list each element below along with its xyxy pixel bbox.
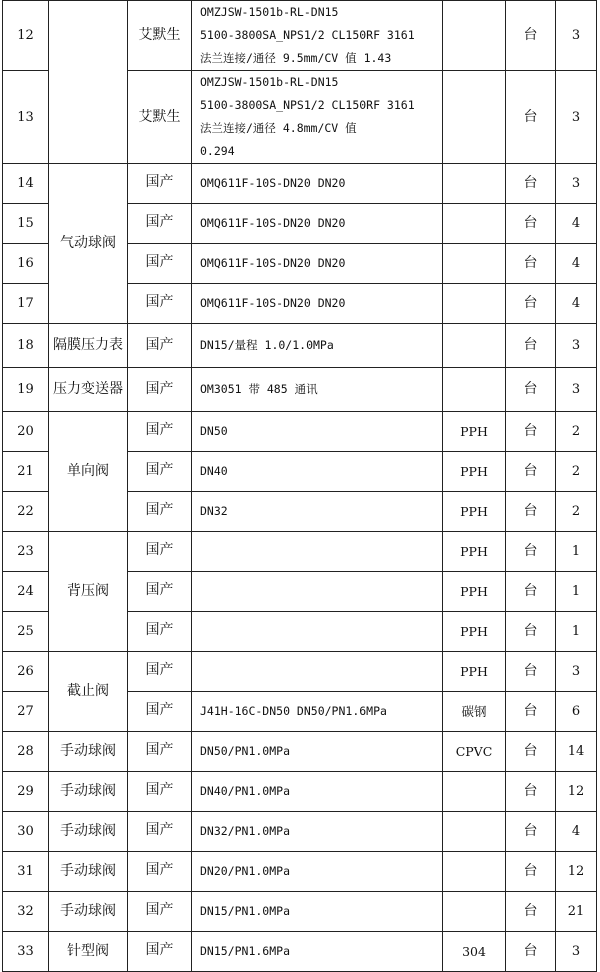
quantity: 14 bbox=[556, 732, 597, 772]
item-name bbox=[49, 1, 128, 164]
unit: 台 bbox=[506, 244, 556, 284]
row-number: 28 bbox=[3, 732, 49, 772]
spec: OM3051 带 485 通讯 bbox=[192, 368, 443, 412]
unit: 台 bbox=[506, 368, 556, 412]
row-number: 25 bbox=[3, 612, 49, 652]
row-number: 14 bbox=[3, 164, 49, 204]
row-number: 17 bbox=[3, 284, 49, 324]
spec bbox=[192, 532, 443, 572]
quantity: 2 bbox=[556, 492, 597, 532]
quantity: 4 bbox=[556, 204, 597, 244]
quantity: 3 bbox=[556, 324, 597, 368]
row-number: 16 bbox=[3, 244, 49, 284]
table-row bbox=[3, 164, 597, 204]
quantity: 3 bbox=[556, 652, 597, 692]
origin: 国产 bbox=[128, 772, 192, 812]
item-name: 手动球阀 bbox=[49, 732, 128, 772]
spec-line: OMZJSW-1501b-RL-DN15 bbox=[200, 5, 339, 19]
unit: 台 bbox=[506, 412, 556, 452]
spec bbox=[192, 572, 443, 612]
spec: DN15/PN1.0MPa bbox=[192, 892, 443, 932]
equipment-table bbox=[2, 0, 597, 972]
row-number: 26 bbox=[3, 652, 49, 692]
row-number: 24 bbox=[3, 572, 49, 612]
unit: 台 bbox=[506, 652, 556, 692]
spec: DN40 bbox=[192, 452, 443, 492]
origin: 国产 bbox=[128, 452, 192, 492]
unit: 台 bbox=[506, 692, 556, 732]
item-name: 手动球阀 bbox=[49, 772, 128, 812]
spec bbox=[192, 71, 443, 164]
item-name: 手动球阀 bbox=[49, 812, 128, 852]
material bbox=[443, 812, 506, 852]
quantity: 4 bbox=[556, 244, 597, 284]
material: CPVC bbox=[443, 732, 506, 772]
table-row bbox=[3, 772, 597, 812]
unit: 台 bbox=[506, 164, 556, 204]
spec: OMQ611F-10S-DN20 DN20 bbox=[192, 244, 443, 284]
spec: OMQ611F-10S-DN20 DN20 bbox=[192, 164, 443, 204]
origin: 艾默生 bbox=[128, 1, 192, 71]
material: 304 bbox=[443, 932, 506, 972]
item-name: 截止阀 bbox=[49, 652, 128, 732]
table-row bbox=[3, 324, 597, 368]
unit: 台 bbox=[506, 532, 556, 572]
material bbox=[443, 164, 506, 204]
spec: DN15/PN1.6MPa bbox=[192, 932, 443, 972]
origin: 艾默生 bbox=[128, 71, 192, 164]
unit: 台 bbox=[506, 572, 556, 612]
unit: 台 bbox=[506, 932, 556, 972]
table-row bbox=[3, 812, 597, 852]
quantity: 3 bbox=[556, 368, 597, 412]
material: 碳钢 bbox=[443, 692, 506, 732]
item-name: 单向阀 bbox=[49, 412, 128, 532]
origin: 国产 bbox=[128, 852, 192, 892]
quantity: 2 bbox=[556, 452, 597, 492]
spec-line: 法兰连接/通径 4.8mm/CV 值 bbox=[200, 121, 357, 135]
material: PPH bbox=[443, 412, 506, 452]
spec: DN40/PN1.0MPa bbox=[192, 772, 443, 812]
item-name: 手动球阀 bbox=[49, 852, 128, 892]
quantity: 4 bbox=[556, 812, 597, 852]
origin: 国产 bbox=[128, 812, 192, 852]
spec: DN50/PN1.0MPa bbox=[192, 732, 443, 772]
row-number: 19 bbox=[3, 368, 49, 412]
material bbox=[443, 284, 506, 324]
material: PPH bbox=[443, 572, 506, 612]
spec: OMQ611F-10S-DN20 DN20 bbox=[192, 284, 443, 324]
quantity: 3 bbox=[556, 71, 597, 164]
item-name: 压力变送器 bbox=[49, 368, 128, 412]
origin: 国产 bbox=[128, 412, 192, 452]
quantity: 1 bbox=[556, 612, 597, 652]
material bbox=[443, 204, 506, 244]
table-row bbox=[3, 852, 597, 892]
material bbox=[443, 852, 506, 892]
spec-line: 5100-3800SA_NPS1/2 CL150RF 3161 bbox=[200, 98, 415, 112]
quantity: 3 bbox=[556, 932, 597, 972]
material bbox=[443, 324, 506, 368]
material: PPH bbox=[443, 652, 506, 692]
spec-line: OMZJSW-1501b-RL-DN15 bbox=[200, 75, 339, 89]
item-name: 隔膜压力表 bbox=[49, 324, 128, 368]
row-number: 15 bbox=[3, 204, 49, 244]
item-name: 针型阀 bbox=[49, 932, 128, 972]
origin: 国产 bbox=[128, 244, 192, 284]
unit: 台 bbox=[506, 892, 556, 932]
row-number: 32 bbox=[3, 892, 49, 932]
table-row bbox=[3, 732, 597, 772]
origin: 国产 bbox=[128, 692, 192, 732]
quantity: 4 bbox=[556, 284, 597, 324]
table-row bbox=[3, 368, 597, 412]
item-name: 气动球阀 bbox=[49, 164, 128, 324]
row-number: 20 bbox=[3, 412, 49, 452]
row-number: 12 bbox=[3, 1, 49, 71]
quantity: 12 bbox=[556, 852, 597, 892]
origin: 国产 bbox=[128, 368, 192, 412]
item-name: 手动球阀 bbox=[49, 892, 128, 932]
material bbox=[443, 71, 506, 164]
unit: 台 bbox=[506, 612, 556, 652]
origin: 国产 bbox=[128, 492, 192, 532]
table-row bbox=[3, 652, 597, 692]
spec-line: 0.294 bbox=[200, 144, 235, 158]
spec bbox=[192, 1, 443, 71]
unit: 台 bbox=[506, 852, 556, 892]
spec-line: 5100-3800SA_NPS1/2 CL150RF 3161 bbox=[200, 28, 415, 42]
quantity: 3 bbox=[556, 164, 597, 204]
origin: 国产 bbox=[128, 652, 192, 692]
quantity: 3 bbox=[556, 1, 597, 71]
row-number: 29 bbox=[3, 772, 49, 812]
row-number: 23 bbox=[3, 532, 49, 572]
material bbox=[443, 244, 506, 284]
spec: J41H-16C-DN50 DN50/PN1.6MPa bbox=[192, 692, 443, 732]
origin: 国产 bbox=[128, 932, 192, 972]
material: PPH bbox=[443, 452, 506, 492]
spec: DN32/PN1.0MPa bbox=[192, 812, 443, 852]
unit: 台 bbox=[506, 772, 556, 812]
table-row bbox=[3, 1, 597, 71]
unit: 台 bbox=[506, 1, 556, 71]
material: PPH bbox=[443, 492, 506, 532]
table-row bbox=[3, 532, 597, 572]
spec: DN32 bbox=[192, 492, 443, 532]
material bbox=[443, 772, 506, 812]
spec: DN15/量程 1.0/1.0MPa bbox=[192, 324, 443, 368]
unit: 台 bbox=[506, 284, 556, 324]
row-number: 30 bbox=[3, 812, 49, 852]
table-row bbox=[3, 892, 597, 932]
origin: 国产 bbox=[128, 532, 192, 572]
quantity: 1 bbox=[556, 572, 597, 612]
quantity: 21 bbox=[556, 892, 597, 932]
material bbox=[443, 892, 506, 932]
origin: 国产 bbox=[128, 204, 192, 244]
material: PPH bbox=[443, 532, 506, 572]
origin: 国产 bbox=[128, 892, 192, 932]
unit: 台 bbox=[506, 71, 556, 164]
row-number: 21 bbox=[3, 452, 49, 492]
quantity: 6 bbox=[556, 692, 597, 732]
row-number: 31 bbox=[3, 852, 49, 892]
origin: 国产 bbox=[128, 164, 192, 204]
unit: 台 bbox=[506, 732, 556, 772]
origin: 国产 bbox=[128, 572, 192, 612]
spec bbox=[192, 612, 443, 652]
unit: 台 bbox=[506, 492, 556, 532]
quantity: 1 bbox=[556, 532, 597, 572]
unit: 台 bbox=[506, 324, 556, 368]
row-number: 13 bbox=[3, 71, 49, 164]
quantity: 12 bbox=[556, 772, 597, 812]
unit: 台 bbox=[506, 204, 556, 244]
origin: 国产 bbox=[128, 284, 192, 324]
row-number: 22 bbox=[3, 492, 49, 532]
origin: 国产 bbox=[128, 732, 192, 772]
material bbox=[443, 368, 506, 412]
spec: OMQ611F-10S-DN20 DN20 bbox=[192, 204, 443, 244]
spec: DN20/PN1.0MPa bbox=[192, 852, 443, 892]
row-number: 33 bbox=[3, 932, 49, 972]
row-number: 27 bbox=[3, 692, 49, 732]
spec-line: 法兰连接/通径 9.5mm/CV 值 1.43 bbox=[200, 51, 392, 65]
spec: DN50 bbox=[192, 412, 443, 452]
unit: 台 bbox=[506, 812, 556, 852]
origin: 国产 bbox=[128, 612, 192, 652]
unit: 台 bbox=[506, 452, 556, 492]
quantity: 2 bbox=[556, 412, 597, 452]
material bbox=[443, 1, 506, 71]
material: PPH bbox=[443, 612, 506, 652]
item-name: 背压阀 bbox=[49, 532, 128, 652]
origin: 国产 bbox=[128, 324, 192, 368]
spec bbox=[192, 652, 443, 692]
row-number: 18 bbox=[3, 324, 49, 368]
table-row bbox=[3, 412, 597, 452]
